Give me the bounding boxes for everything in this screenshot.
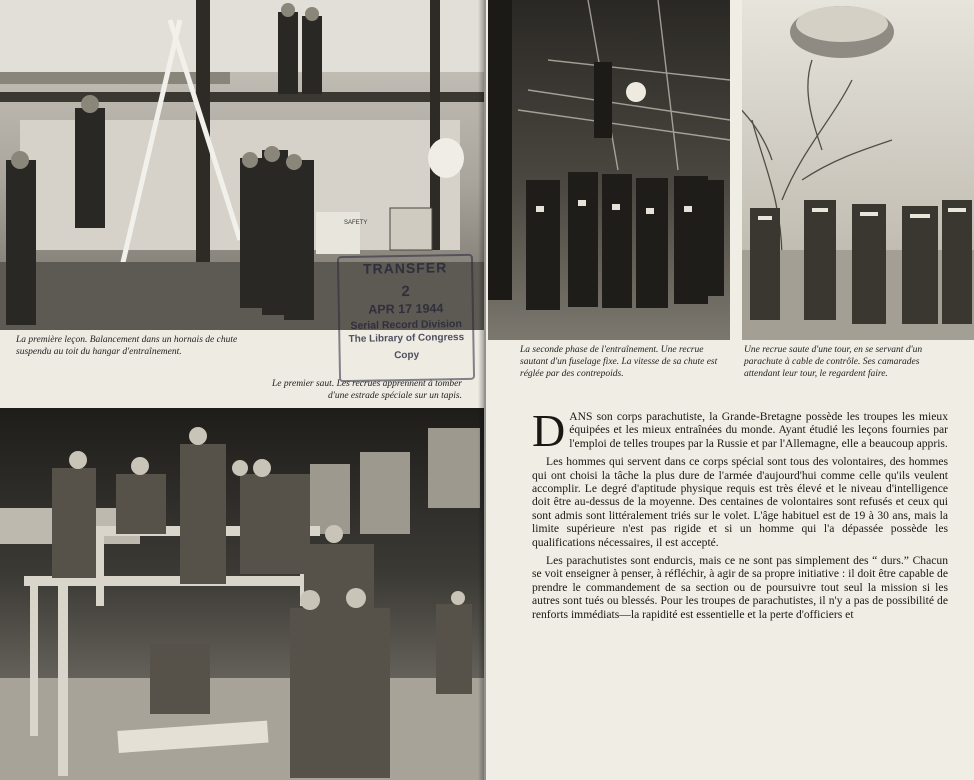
stamp-line-transfer: TRANSFER: [362, 259, 448, 277]
photo-fuselage-jump-image: [488, 0, 730, 340]
stamp-line-copy: Copy: [394, 349, 420, 362]
caption-tower-jump: [744, 344, 954, 380]
caption-second-phase: [520, 344, 730, 380]
caption-lesson-one-text: La première leçon. Balancement dans un hornais de chute suspendu au toit du hangar d'entraînement.: [16, 335, 238, 357]
article-paragraph-2: Les hommes qui servent dans ce corps spécial sont tous des volontaires, des hommes qui ont choisi la tâche la plus dure de l'armée d'aujourd'hui comme celle qu'ils veulent accomplir. Le degré d'aptitude physique requis est très élevé et le niveau d'intelligence doit être au-dessus de la moyenne. Des centaines de volontaires sont refusés et ceux qui sont admis sont littéralement triés sur le volet. L'âge habituel est de 19 à 30 ans, mais la limite supérieure n'est pas rigide et si un homme qui l'a dépassée possède les qualifications nécessaires, il est accepté.: [532, 455, 948, 549]
hangar-sign-text: SAFETY: [344, 220, 368, 226]
caption-second-phase-text: La seconde phase de l'entraînement. Une recrue sautant d'un fuselage fixe. La vitesse de sa chute est réglée par des contrepoids.: [520, 345, 718, 379]
caption-tower-jump-text: Une recrue saute d'une tour, en se servant d'un parachute à cable de contrôle. Ses camarades attendant leur tour, le regardent faire.: [744, 345, 923, 379]
photo-first-jump-image: [0, 408, 484, 780]
stamp-line-division: Serial Record Division: [350, 317, 462, 332]
article-paragraph-1: [532, 405, 948, 456]
photo-tower-jump: [742, 0, 974, 340]
article-paragraph-1-text: ANS son corps parachutiste, la Grande-Bretagne possède les troupes les mieux équipées et les mieux entraînées du monde. Ayant étudié les leçons fournies par l'emploi de telles troupes par la Russie et par l'Allemagne, elle a beaucoup appris.: [569, 410, 948, 450]
left-page: [0, 0, 484, 780]
stamp-line-number: 2: [401, 283, 410, 301]
library-stamp: [337, 254, 475, 382]
photo-tower-jump-image: [742, 0, 974, 340]
caption-first-jump-text: Le premier saut. Les recrues apprennent à tomber d'une estrade spéciale sur un tapis.: [272, 379, 462, 401]
caption-lesson-one: [16, 334, 266, 358]
stamp-line-date: APR 17 1944: [368, 301, 444, 317]
article-dropcap: D: [532, 405, 566, 456]
article-paragraph-3: Les parachutistes sont endurcis, mais ce ne sont pas simplement des “ durs.” Chacun se voit enseigner à penser, à réfléchir, à agir de sa propre initiative : il doit être capable de prendre le commandement de sa section ou de poursuivre tout seul la mission si les autres sont tués ou blessés. Pour les troupes de parachutistes, il n'y a pas de possibilité de renforts immédiats—la rapidité est essentielle et la perte d'officiers et: [532, 554, 948, 621]
photo-fuselage-jump: [488, 0, 730, 340]
photo-first-jump: [0, 408, 484, 780]
right-page: [486, 0, 974, 780]
article-body: [532, 405, 948, 626]
stamp-line-library: The Library of Congress: [348, 332, 465, 346]
